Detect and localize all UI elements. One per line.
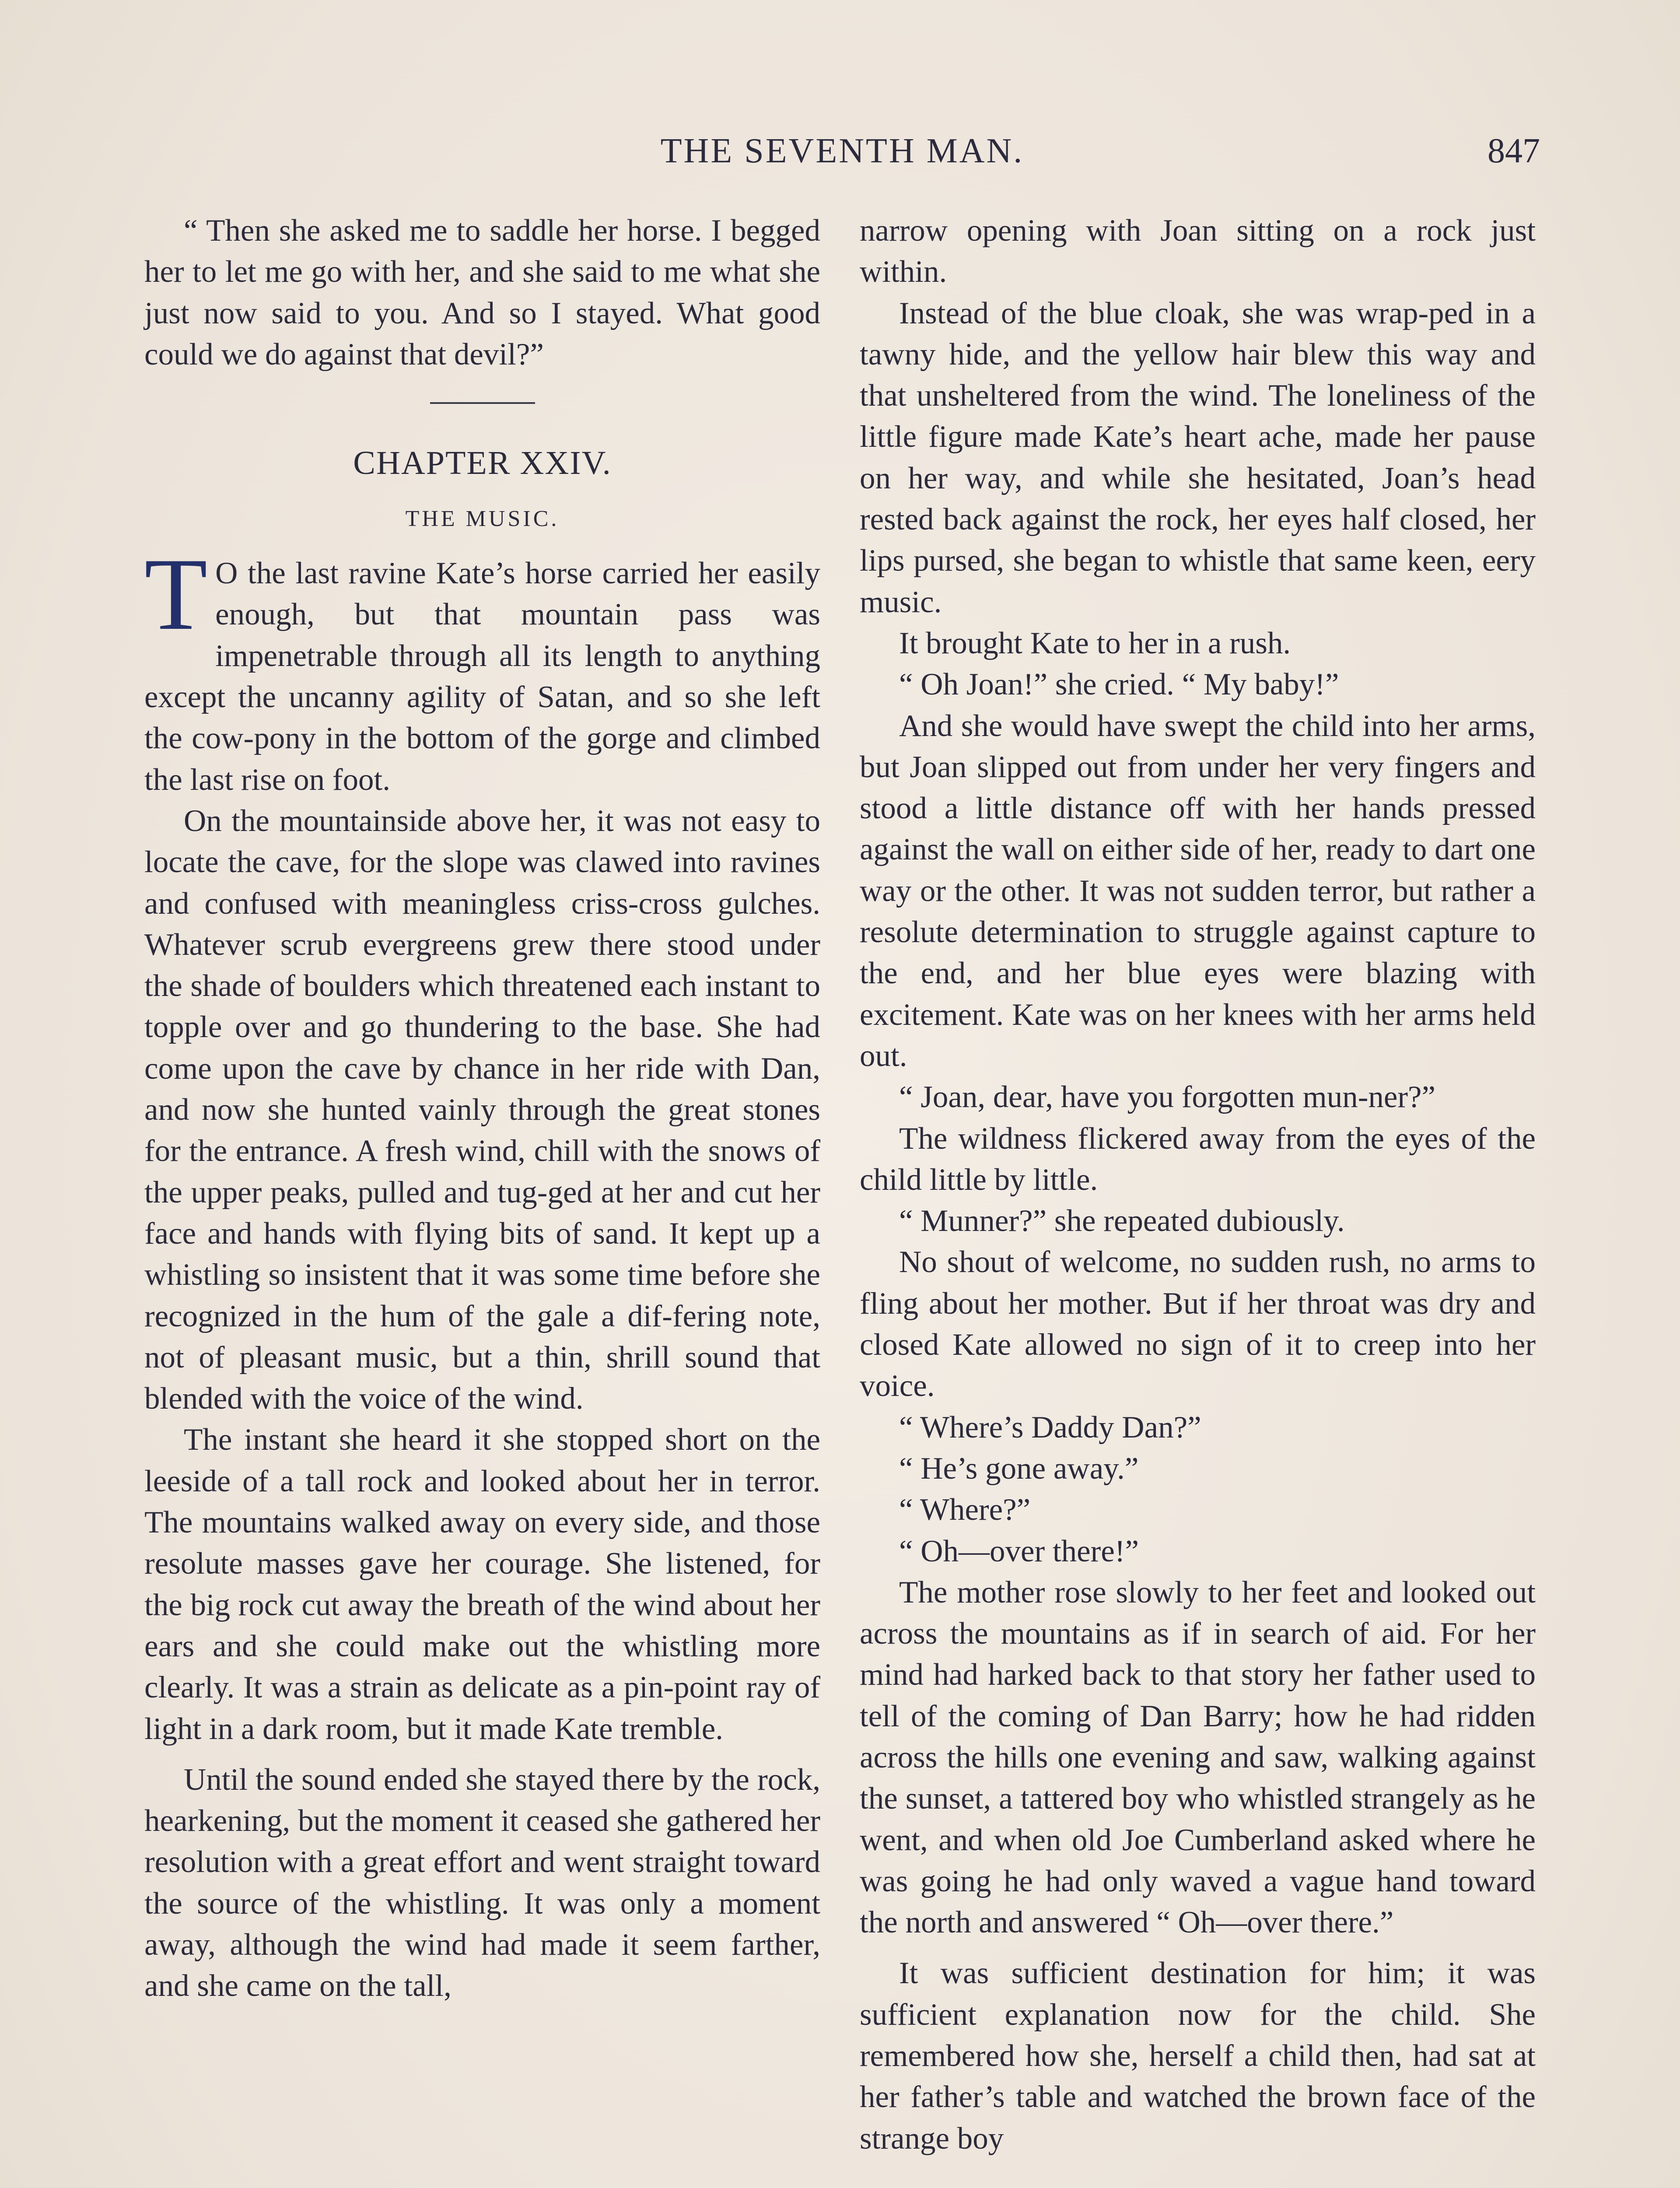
section-divider bbox=[430, 402, 535, 404]
running-title: THE SEVENTH MAN. bbox=[660, 132, 1024, 170]
paragraph: “ Munner?” she repeated dubiously. bbox=[899, 1204, 1345, 1238]
left-column bbox=[144, 210, 820, 2007]
opening-paragraph bbox=[144, 537, 820, 800]
drop-cap: T bbox=[144, 537, 208, 652]
paragraph: “ Where’s Daddy Dan?” bbox=[899, 1410, 1201, 1445]
paragraph: It was sufficient destination for him; it was sufficient explanation now for the child. She remembered how she, herself a child then, had sat at her father’s table and watched the brown face of the strange boy bbox=[860, 1956, 1536, 2156]
paragraph: No shout of welcome, no sudden rush, no arms to fling about her mother. But if her throat was dry and closed Kate allowed no sign of it to creep into her voice. bbox=[860, 1245, 1536, 1403]
paragraph: “ Then she asked me to saddle her horse. I begged her to let me go with her, and she said to me what she just now said to you. And so I stayed. What good could we do against that devil?” bbox=[144, 214, 820, 372]
right-column bbox=[860, 210, 1536, 2159]
paragraph: Instead of the blue cloak, she was wrap-ped in a tawny hide, and the yellow hair blew this way and that unsheltered from the wind. The loneliness of the little figure made Kate’s heart ache, made her pause on her way, and while she hesitated, Joan’s head rested back against the rock, her eyes half closed, her lips pursed, she began to whistle that same keen, eery music. bbox=[860, 296, 1536, 619]
paragraph: The wildness flickered away from the eyes of the child little by little. bbox=[860, 1121, 1536, 1197]
chapter-title: CHAPTER XXIV. bbox=[353, 445, 612, 482]
paragraph: “ Where?” bbox=[899, 1493, 1031, 1527]
paragraph: Until the sound ended she stayed there by the rock, hearkening, but the moment it ceased she gathered her resolution with a great effort and went straight toward the source of the whistling. It was only a moment away, although the wind had made it seem farther, and she came on the tall, bbox=[144, 1762, 820, 2003]
paragraph: “ Joan, dear, have you forgotten mun-ner?” bbox=[899, 1080, 1436, 1115]
paragraph: “ Oh Joan!” she cried. “ My baby!” bbox=[899, 667, 1339, 702]
page-header bbox=[144, 131, 1540, 179]
paragraph: “ Oh—over there!” bbox=[899, 1534, 1139, 1568]
opening-paragraph-text: O the last ravine Kate’s horse carried her easily enough, but that mountain pass was impenetrable through all its length to anything except the uncanny agility of Satan, and so she left the cow-pony in the bottom of the gorge and climbed the last rise on foot. bbox=[144, 556, 820, 797]
paragraph: narrow opening with Joan sitting on a rock just within. bbox=[860, 214, 1536, 289]
paragraph: And she would have swept the child into her arms, but Joan slipped out from under her very fingers and stood a little distance off with her hands pressed against the wall on either side of her, ready to dart one way or the other. It was not sudden terror, but rather a resolute determination to struggle against capture to the end, and her blue eyes were blazing with excitement. Kate was on her knees with her arms held out. bbox=[860, 708, 1536, 1073]
page-number: 847 bbox=[1488, 132, 1540, 170]
paragraph: The instant she heard it she stopped short on the leeside of a tall rock and looked about her in terror. The mountains walked away on every side, and those resolute masses gave her courage. She listened, for the big rock cut away the breath of the wind about her ears and she could make out the whistling more clearly. It was a strain as delicate as a pin-point ray of light in a dark room, but it made Kate tremble. bbox=[144, 1423, 820, 1746]
paragraph: “ He’s gone away.” bbox=[899, 1451, 1139, 1486]
paragraph: On the mountainside above her, it was not easy to locate the cave, for the slope was clawed into ravines and confused with meaningless criss-cross gulches. Whatever scrub evergreens grew there stood under the shade of boulders which threatened each instant to topple over and go thundering to the base. She had come upon the cave by chance in her ride with Dan, and now she hunted vainly through the great stones for the entrance. A fresh wind, chill with the snows of the upper peaks, pulled and tug-ged at her and cut her face and hands with flying bits of sand. It kept up a whistling so insistent that it was some time before she recognized in the hum of the gale a dif-fering note, not of pleasant music, but a thin, shrill sound that blended with the voice of the wind. bbox=[144, 803, 820, 1416]
paragraph: The mother rose slowly to her feet and looked out across the mountains as if in search of aid. For her mind had harked back to that story her father used to tell of the coming of Dan Barry; how he had ridden across the hills one evening and saw, walking against the sunset, a tattered boy who whistled strangely as he went, and when old Joe Cumberland asked where he was going he had only waved a vague hand toward the north and answered “ Oh—over there.” bbox=[860, 1575, 1536, 1940]
chapter-subtitle: THE MUSIC. bbox=[405, 506, 560, 532]
paragraph: It brought Kate to her in a rush. bbox=[899, 626, 1291, 660]
